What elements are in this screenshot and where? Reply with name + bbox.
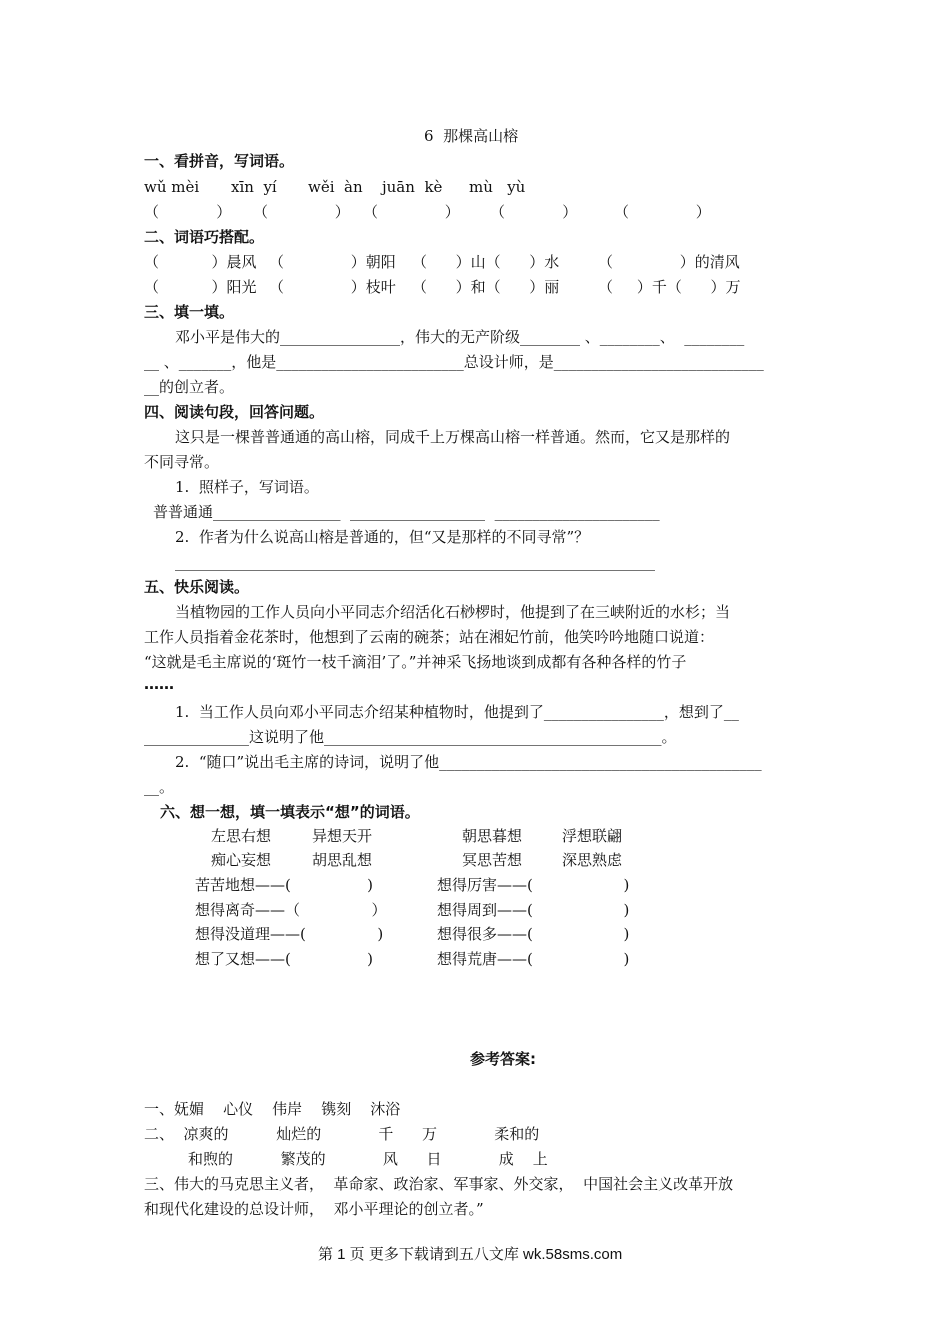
word-6: 胡思乱想 — [312, 851, 373, 869]
fill-line-2: __ 、_______，他是_________________________总设计师，是____________________________ — [144, 353, 764, 371]
match-row2-4: （ ）千（ ）万 — [598, 278, 741, 296]
section-5-heading: 五、快乐阅读。 — [144, 578, 250, 596]
blank-5: （ ） — [614, 203, 711, 221]
question-1: 1. 照样子，写词语。 — [175, 478, 319, 496]
q2-line-1: 2. “随口”说出毛主席的诗词，说明了他___________________________________________ — [175, 753, 762, 771]
page-footer: 第 1 页 更多下载请到五八文库 wk.58sms.com — [318, 1246, 623, 1263]
passage-line-1: 当植物园的工作人员向小平同志介绍活化石桫椤时，他提到了在三峡附近的水杉；当 — [175, 603, 731, 621]
reading-para-line-2: 不同寻常。 — [144, 453, 220, 471]
answer-2-line-2: 和煦的 繁茂的 风 日 成 上 — [188, 1150, 548, 1168]
question-2: 2. 作者为什么说高山榕是普通的，但“又是那样的不同寻常”？ — [175, 528, 590, 546]
passage-line-4: …… — [144, 675, 174, 693]
section-6-heading: 六、想一想，填一填表示“想”的词语。 — [160, 803, 420, 821]
match-row1-1: （ ）晨风 — [144, 253, 257, 271]
question-1-example: 普普通通_________________ __________________ ______________________ — [153, 503, 660, 521]
pinyin-5: mù yù — [469, 178, 526, 196]
blank-1: （ ） — [144, 203, 232, 221]
section-4-heading: 四、阅读句段，回答问题。 — [144, 403, 325, 421]
pinyin-3: wěi àn — [308, 178, 363, 196]
word-8: 深思熟虑 — [562, 851, 623, 869]
passage-line-3: “这就是毛主席说的‘斑竹一枝千滴泪’了。”并神采飞扬地谈到成都有各种各样的竹子 — [144, 653, 687, 671]
q2-line-2: __。 — [144, 778, 175, 796]
section-3-heading: 三、填一填。 — [144, 303, 235, 321]
match-row2-1: （ ）阳光 — [144, 278, 257, 296]
answer-1: 一、妩媚 心仪 伟岸 镌刻 沐浴 — [144, 1100, 401, 1118]
section-2-heading: 二、词语巧搭配。 — [144, 228, 265, 246]
page-title: 6 那棵高山榕 — [424, 127, 519, 145]
fill-item-3-left: 想得没道理——( ) — [195, 925, 384, 943]
word-5: 痴心妄想 — [211, 851, 272, 869]
fill-item-4-left: 想了又想——( ) — [195, 950, 373, 968]
match-row1-2: （ ）朝阳 — [269, 253, 396, 271]
word-2: 异想天开 — [312, 827, 373, 845]
answer-3-line-2: 和现代化建设的总设计师， 邓小平理论的创立者。” — [144, 1200, 484, 1218]
match-row2-3: （ ）和（ ）丽 — [412, 278, 560, 296]
fill-item-1-right: 想得厉害——( ) — [437, 876, 630, 894]
reading-para-line-1: 这只是一棵普普通通的高山榕，同成千上万棵高山榕一样普通。然而，它又是那样的 — [175, 428, 731, 446]
question-2-answer-line: ________________________________________________________________ — [175, 553, 655, 571]
fill-item-4-right: 想得荒唐——( ) — [437, 950, 630, 968]
q1-line-1: 1. 当工作人员向邓小平同志介绍某种植物时，他提到了________________，想到了__ — [175, 703, 739, 721]
word-4: 浮想联翩 — [562, 827, 623, 845]
answers-heading: 参考答案: — [470, 1050, 536, 1068]
match-row1-3: （ ）山（ ）水 — [412, 253, 560, 271]
fill-line-1: 邓小平是伟大的________________，伟大的无产阶级________ 、________、 ________ — [175, 328, 745, 346]
word-1: 左思右想 — [211, 827, 272, 845]
fill-item-3-right: 想得很多——( ) — [437, 925, 630, 943]
answer-3-line-1: 三、伟大的马克思主义者， 革命家、政治家、军事家、外交家， 中国社会主义改革开放 — [144, 1175, 734, 1193]
match-row1-4: （ ）的清风 — [598, 253, 740, 271]
fill-line-3: __的创立者。 — [144, 378, 235, 396]
match-row2-2: （ ）枝叶 — [269, 278, 396, 296]
fill-item-2-right: 想得周到——( ) — [437, 901, 630, 919]
blank-4: （ ） — [490, 203, 578, 221]
pinyin-1: wǔ mèi — [144, 178, 200, 196]
blank-3: （ ） — [363, 203, 460, 221]
q1-line-2: ______________这说明了他_____________________________________________。 — [144, 728, 677, 746]
word-3: 朝思暮想 — [462, 827, 523, 845]
fill-item-2-left: 想得离奇——（ ） — [195, 901, 387, 919]
pinyin-2: xīn yí — [231, 178, 277, 196]
blank-2: （ ） — [253, 203, 350, 221]
fill-item-1-left: 苦苦地想——( ) — [195, 876, 373, 894]
passage-line-2: 工作人员指着金花茶时，他想到了云南的碗茶；站在湘妃竹前，他笑吟吟地随口说道： — [144, 628, 715, 646]
section-1-heading: 一、看拼音，写词语。 — [144, 152, 295, 170]
pinyin-4: juān kè — [382, 178, 443, 196]
answer-2-line-1: 二、 凉爽的 灿烂的 千 万 柔和的 — [144, 1125, 540, 1143]
word-7: 冥思苦想 — [462, 851, 523, 869]
